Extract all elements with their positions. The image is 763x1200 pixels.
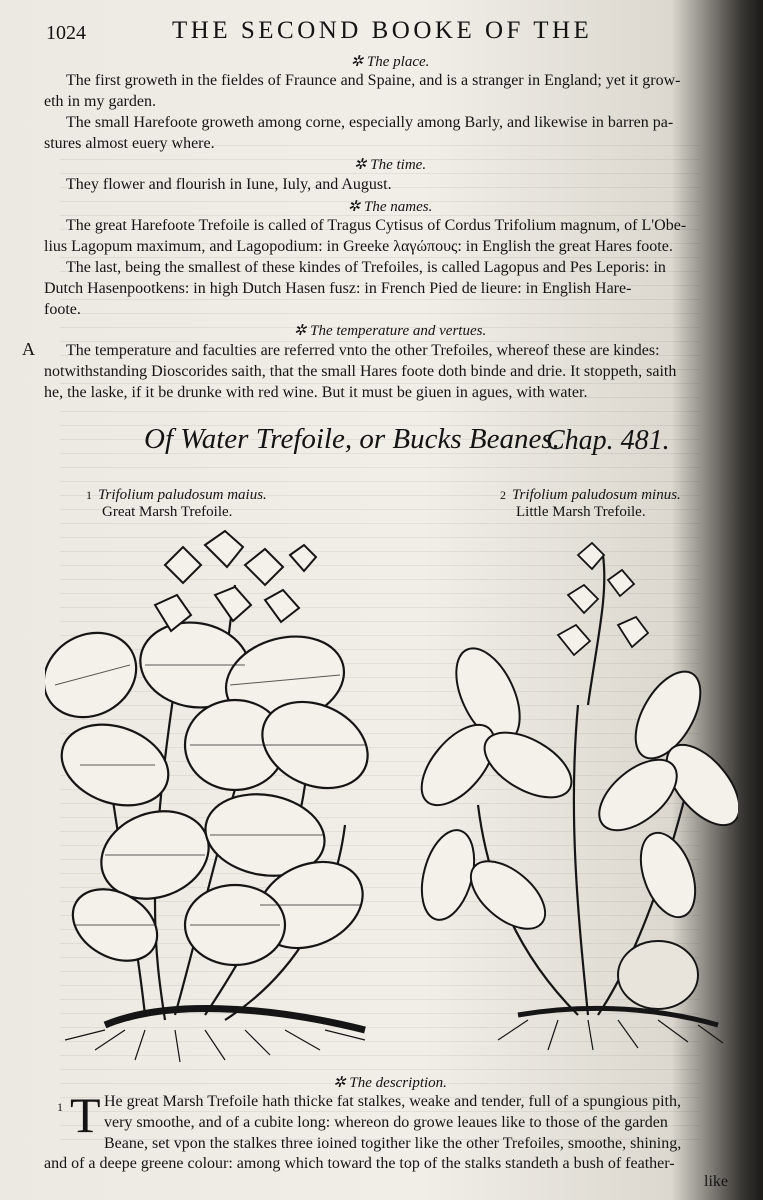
margin-letter: A bbox=[22, 339, 35, 359]
temperature-line-1: The temperature and faculties are referred vnto the other Trefoiles, whereof these are kindes: bbox=[66, 342, 660, 359]
folio-number: 1024 bbox=[46, 22, 86, 44]
time-line: They flower and flourish in Iune, Iuly, and August. bbox=[66, 176, 392, 193]
temperature-line-2: notwithstanding Dioscorides saith, that the small Hares foote doth binde and drie. It stoppeth, saith bbox=[44, 363, 677, 380]
description-heading: ✲ The description. bbox=[333, 1075, 447, 1091]
figure-1-caption: 1 Trifolium paludosum maius. Great Marsh Trefoile. bbox=[86, 487, 267, 520]
time-heading: ✲ The time. bbox=[353, 157, 427, 173]
names-line-2: lius Lagopum maximum, and Lagopodium: in Greeke λαγώπους: in English the great Hares foote. bbox=[44, 238, 673, 255]
description-line-2: very smoothe, and of a cubite long: whereon do growe leaues like to those of the garden bbox=[104, 1114, 668, 1131]
place-heading: ✲ The place. bbox=[350, 54, 430, 70]
great-marsh-trefoile-woodcut bbox=[45, 525, 385, 1070]
temperature-heading: ✲ The temperature and vertues. bbox=[293, 323, 487, 339]
place-line-3: The small Harefoote groweth among corne, especially among Barly, and likewise in barren pa- bbox=[66, 114, 674, 131]
description-line-4: and of a deepe greene colour: among which toward the top of the stalks standeth a bush of feather- bbox=[44, 1155, 675, 1172]
names-line-1: The great Harefoote Trefoile is called of Tragus Cytisus of Cordus Trifolium magnum, of L'Obe- bbox=[66, 217, 687, 234]
temperature-line-3: he, the laske, if it be drunke with red wine. But it must be giuen in agues, with water. bbox=[44, 384, 588, 401]
names-line-5: foote. bbox=[44, 301, 81, 318]
names-line-4: Dutch Hasenpootkens: in high Dutch Hasen fusz: in French Pied de lieure: in English Hare- bbox=[44, 280, 632, 297]
chapter-title: Of Water Trefoile, or Bucks Beanes. bbox=[144, 423, 560, 455]
catchword: like bbox=[704, 1173, 728, 1190]
little-marsh-trefoile-woodcut bbox=[418, 535, 738, 1060]
description-line-3: Beane, set vpon the stalkes three ioined togither like the other Trefoiles, smoothe, shining, bbox=[104, 1135, 682, 1152]
figure-2-caption: 2 Trifolium paludosum minus. Little Marsh Trefoile. bbox=[500, 487, 681, 520]
place-line-4: stures almost euery where. bbox=[44, 135, 215, 152]
drop-cap-letter: T bbox=[70, 1087, 101, 1143]
place-line-1: The first groweth in the fieldes of Fraunce and Spaine, and is a stranger in England; yet it grow- bbox=[66, 72, 681, 89]
names-heading: ✲ The names. bbox=[347, 199, 433, 215]
chapter-number: Chap. 481. bbox=[546, 425, 670, 456]
place-line-2: eth in my garden. bbox=[44, 93, 156, 110]
running-title: THE SECOND BOOKE OF THE bbox=[172, 17, 593, 44]
description-line-1: He great Marsh Trefoile hath thicke fat stalkes, weake and tender, full of a spungious pith, bbox=[104, 1093, 681, 1110]
names-line-3: The last, being the smallest of these kindes of Trefoiles, is called Lagopus and Pes Leporis: in bbox=[66, 259, 666, 276]
description-side-number: 1 bbox=[57, 1100, 63, 1114]
